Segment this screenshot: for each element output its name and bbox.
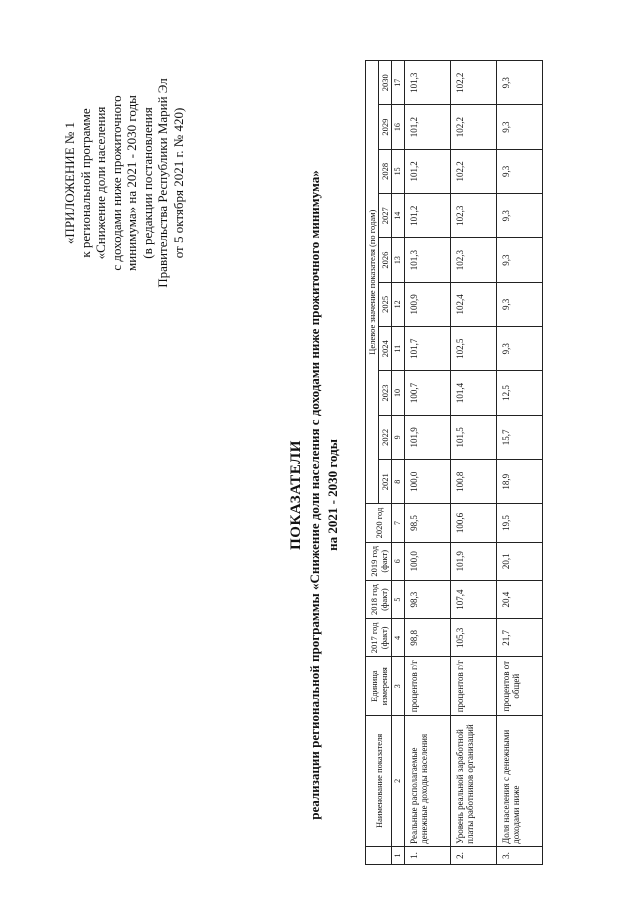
column-number: 6 (392, 542, 405, 580)
header-2019: 2019 год (факт) (366, 542, 392, 580)
indicator-name: Реальные располагаемые денежные доходы населения (405, 715, 451, 846)
appendix-line: «ПРИЛОЖЕНИЕ № 1 (62, 121, 77, 245)
indicator-unit: процентов от общей (497, 657, 543, 715)
column-number: 8 (392, 460, 405, 504)
header-2020: 2020 год (366, 504, 392, 542)
column-number: 10 (392, 371, 405, 415)
appendix-line: «Снижение доли населения (93, 106, 108, 260)
document-subtitle: реализации региональной программы «Снижение доли населения с доходами ниже прожиточного минимума» (307, 170, 322, 820)
value-cell: 107,4 (451, 580, 497, 618)
header-unit: Единица измерения (366, 657, 392, 715)
value-cell: 101,9 (405, 415, 451, 459)
table-row (405, 61, 451, 865)
appendix-line: (в редакции постановления (139, 107, 155, 259)
value-cell: 100,0 (405, 460, 451, 504)
value-cell: 101,7 (405, 327, 451, 371)
value-cell: 100,9 (405, 282, 451, 326)
value-cell: 9,3 (497, 194, 543, 238)
appendix-line: минимума» на 2021 - 2030 годы (124, 95, 139, 271)
header-2018: 2018 год (факт) (366, 580, 392, 618)
document-period: на 2021 - 2030 годы (325, 439, 340, 551)
header-year: 2024 (379, 327, 392, 371)
value-cell: 98,8 (405, 619, 451, 657)
indicators-table (365, 60, 543, 865)
row-number: 2. (451, 846, 497, 864)
appendix-line: Правительства Республики Марий Эл (155, 78, 170, 288)
value-cell: 21,7 (497, 619, 543, 657)
indicator-name: Уровень реальной заработной платы работников организаций (451, 715, 497, 846)
value-cell: 9,3 (497, 282, 543, 326)
column-number: 12 (392, 282, 405, 326)
column-number: 2 (392, 715, 405, 846)
value-cell: 20,4 (497, 580, 543, 618)
header-year: 2021 (379, 460, 392, 504)
document-heading (288, 125, 341, 865)
appendix-header (62, 53, 186, 313)
column-number: 4 (392, 619, 405, 657)
value-cell: 9,3 (497, 238, 543, 282)
header-year: 2027 (379, 194, 392, 238)
value-cell: 101,3 (405, 61, 451, 105)
table-row (451, 61, 497, 865)
indicator-unit: процентов г/г (405, 657, 451, 715)
column-number: 1 (392, 846, 405, 864)
value-cell: 9,3 (497, 327, 543, 371)
value-cell: 12,5 (497, 371, 543, 415)
column-number: 16 (392, 105, 405, 149)
value-cell: 101,5 (451, 415, 497, 459)
value-cell: 100,7 (405, 371, 451, 415)
column-number: 7 (392, 504, 405, 542)
value-cell: 102,2 (451, 61, 497, 105)
value-cell: 9,3 (497, 149, 543, 193)
header-indicator-name: Наименование показателя (366, 715, 392, 846)
header-year: 2028 (379, 149, 392, 193)
header-num (366, 846, 392, 864)
value-cell: 100,6 (451, 504, 497, 542)
value-cell: 102,2 (451, 105, 497, 149)
row-number: 1. (405, 846, 451, 864)
header-target-values: Целевое значение показателя (по годам) (366, 61, 379, 504)
value-cell: 9,3 (497, 61, 543, 105)
value-cell: 102,5 (451, 327, 497, 371)
appendix-line: к региональной программе (77, 108, 93, 258)
indicator-name: Доля населения с денежными доходами ниже (497, 715, 543, 846)
value-cell: 101,2 (405, 149, 451, 193)
header-year: 2029 (379, 105, 392, 149)
header-year: 2023 (379, 371, 392, 415)
header-row-1 (366, 61, 379, 865)
value-cell: 9,3 (497, 105, 543, 149)
value-cell: 102,2 (451, 149, 497, 193)
value-cell: 102,3 (451, 238, 497, 282)
header-year: 2025 (379, 282, 392, 326)
column-number: 13 (392, 238, 405, 282)
column-number: 14 (392, 194, 405, 238)
value-cell: 105,3 (451, 619, 497, 657)
value-cell: 101,2 (405, 105, 451, 149)
header-year: 2026 (379, 238, 392, 282)
table-row (497, 61, 543, 865)
appendix-line: от 5 октября 2021 г. № 420) (170, 107, 186, 259)
value-cell: 20,1 (497, 542, 543, 580)
value-cell: 100,0 (405, 542, 451, 580)
value-cell: 101,9 (451, 542, 497, 580)
header-year: 2022 (379, 415, 392, 459)
indicator-unit: процентов г/г (451, 657, 497, 715)
value-cell: 15,7 (497, 415, 543, 459)
value-cell: 19,5 (497, 504, 543, 542)
column-number: 3 (392, 657, 405, 715)
value-cell: 101,4 (451, 371, 497, 415)
column-number-row (392, 61, 405, 865)
column-number: 11 (392, 327, 405, 371)
column-number: 15 (392, 149, 405, 193)
header-2017: 2017 год (факт) (366, 619, 392, 657)
appendix-line: с доходами ниже прожиточного (108, 95, 124, 271)
value-cell: 102,4 (451, 282, 497, 326)
value-cell: 100,8 (451, 460, 497, 504)
value-cell: 18,9 (497, 460, 543, 504)
column-number: 5 (392, 580, 405, 618)
value-cell: 98,5 (405, 504, 451, 542)
document-title: ПОКАЗАТЕЛИ (288, 440, 304, 550)
value-cell: 101,3 (405, 238, 451, 282)
value-cell: 101,2 (405, 194, 451, 238)
column-number: 9 (392, 415, 405, 459)
value-cell: 98,3 (405, 580, 451, 618)
header-year: 2030 (379, 61, 392, 105)
value-cell: 102,3 (451, 194, 497, 238)
column-number: 17 (392, 61, 405, 105)
row-number: 3. (497, 846, 543, 864)
